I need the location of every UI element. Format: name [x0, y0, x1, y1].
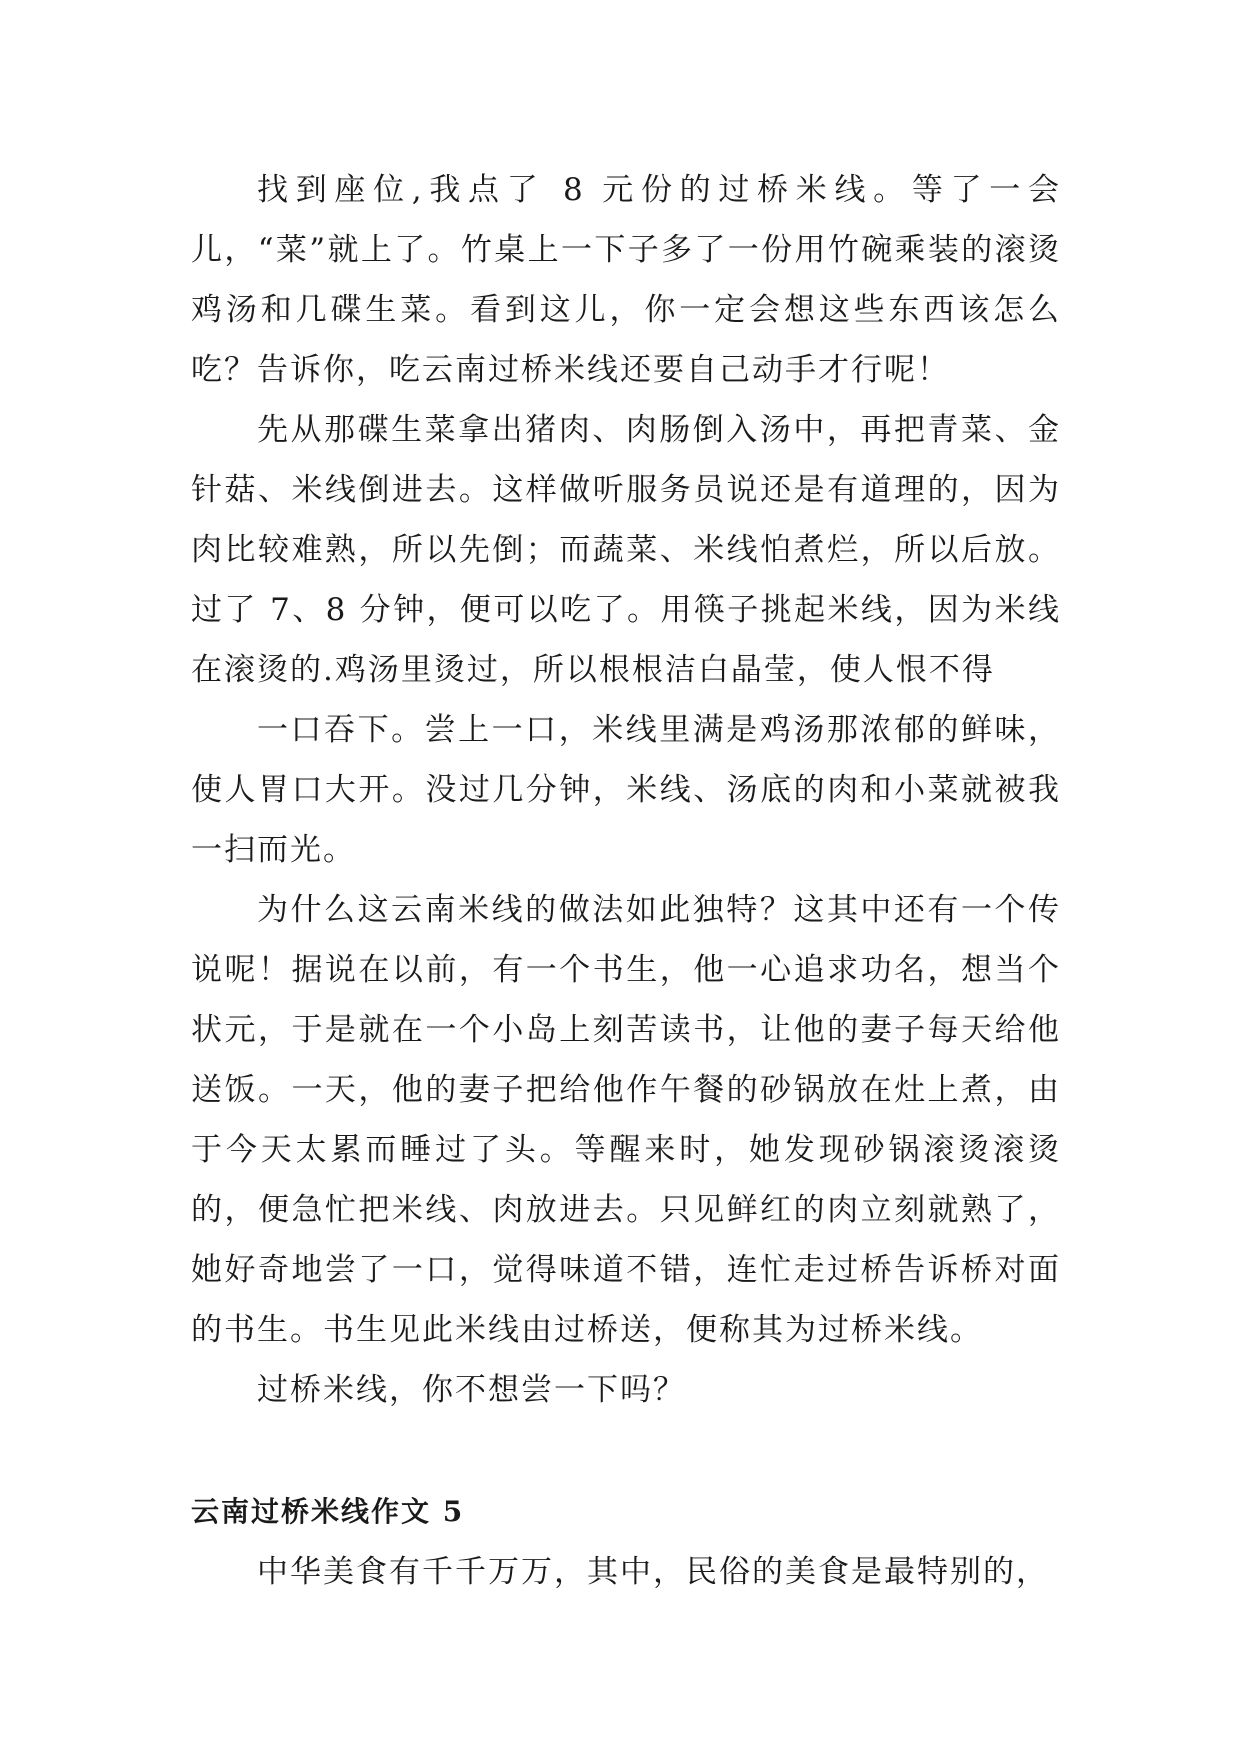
paragraph-5: 过桥米线，你不想尝一下吗？	[257, 1372, 686, 1408]
paragraph-2: 先从那碟生菜拿出猪肉、肉肠倒入汤中，再把青菜、金针菇、米线倒进去。这样做听服务员说还是有道理的，因为肉比较难熟，所以先倒；而蔬菜、米线怕煮烂，所以后放。过了 7、8 分钟，便可以吃了。用筷子挑起米线，因为米线在滚烫的.鸡汤里烫过，所以根根洁白晶莹，使人恨不得	[191, 412, 1061, 688]
paragraph-1: 找到座位,我点了 8 元份的过桥米线。等了一会儿，“菜”就上了。竹桌上一下子多了一份用竹碗乘装的滚烫鸡汤和几碟生菜。看到这儿，你一定会想这些东西该怎么吃？告诉你，吃云南过桥米线还要自己动手才行呢！	[191, 172, 1061, 388]
paragraph-4: 为什么这云南米线的做法如此独特？这其中还有一个传说呢！据说在以前，有一个书生，他一心追求功名，想当个状元，于是就在一个小岛上刻苦读书，让他的妻子每天给他送饭。一天，他的妻子把给他作午餐的砂锅放在灶上煮，由于今天太累而睡过了头。等醒来时，她发现砂锅滚烫滚烫的，便急忙把米线、肉放进去。只见鲜红的肉立刻就熟了，她好奇地尝了一口，觉得味道不错，连忙走过桥告诉桥对面的书生。书生见此米线由过桥送，便称其为过桥米线。	[191, 892, 1061, 1348]
document-page	[191, 160, 1061, 1602]
paragraph-3: 一口吞下。尝上一口，米线里满是鸡汤那浓郁的鲜味，使人胃口大开。没过几分钟，米线、汤底的肉和小菜就被我一扫而光。	[191, 712, 1061, 868]
section-paragraph-1: 中华美食有千千万万，其中，民俗的美食是最特别的，	[257, 1554, 1049, 1590]
section-title: 云南过桥米线作文 5	[191, 1495, 465, 1528]
